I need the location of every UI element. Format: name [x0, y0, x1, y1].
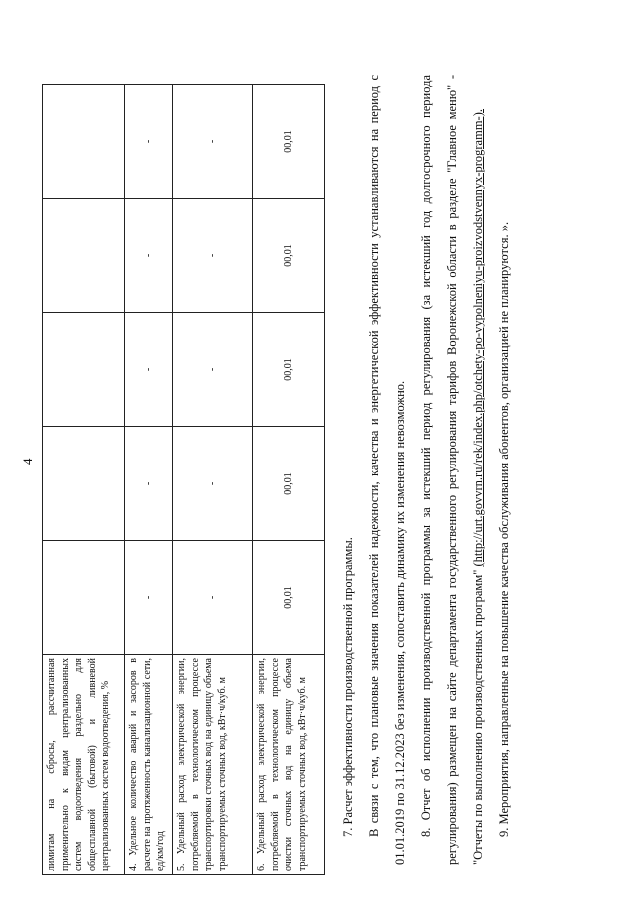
row-value: - [125, 199, 173, 313]
row-value: 00,01 [253, 85, 325, 199]
row-value: - [173, 541, 253, 655]
body-text [335, 75, 517, 865]
row-name: лимитам на сбросы, рассчитанная применительно к видам централизованных систем водоотведения раздельно для общесплавной (бытовой) и ливневой централизованных систем водоотведения, % [43, 655, 125, 875]
row-value: 00,01 [253, 313, 325, 427]
row-value: 00,01 [253, 427, 325, 541]
row-value: 00,01 [253, 199, 325, 313]
row-value: - [173, 313, 253, 427]
row-value: - [125, 541, 173, 655]
row-value: - [125, 313, 173, 427]
row-name: 6. Удельный расход электрической энергии, потребляемой в технологическом процессе очистки сточных вод на единицу объема транспортируемых сточных вод, кВт·ч/куб. м [253, 655, 325, 875]
row-value: - [173, 85, 253, 199]
section-8-text [413, 75, 491, 865]
row-value: - [173, 199, 253, 313]
row-value: - [125, 427, 173, 541]
row-value [43, 427, 125, 541]
row-value [43, 313, 125, 427]
row-value [43, 85, 125, 199]
row-name: 5. Удельный расход электрической энергии, потребляемой в технологическом процессе транспортировки сточных вод на единицу объема транспортируемых сточных вод, кВт·ч/куб. м [173, 655, 253, 875]
row-name: 4. Удельное количество аварий и засоров в расчете на протяженность канализационной сети, ед/км/год [125, 655, 173, 875]
table-row [253, 85, 325, 875]
row-value: - [173, 427, 253, 541]
row-value [43, 541, 125, 655]
indicators-table [42, 84, 325, 875]
section-9-text: 9. Мероприятия, направленные на повышение качества обслуживания абонентов, организацией не планируются. ». [497, 221, 511, 837]
row-value: - [125, 85, 173, 199]
row-value [43, 199, 125, 313]
row-value: 00,01 [253, 541, 325, 655]
report-link[interactable]: (http://urt.govvrn.ru/rek/index.php/otchety-po-vypolneniyu-proizvodstvennyx-programm-). [471, 108, 485, 567]
page-number: 4 [20, 458, 35, 465]
table-row [43, 85, 125, 875]
table-row [125, 85, 173, 875]
section-7-text: В связи с тем, что плановые значения показателей надежности, качества и энергетической эффективности устанавливаются на период с 01.01.2019 по 31.12.2023 без изменения, сопоставить динамику их изменения невозможно. [367, 75, 407, 865]
section-7-title: 7. Расчет эффективности производственной программы. [341, 537, 355, 837]
table-row [173, 85, 253, 875]
section-8-body: 8. Отчет об исполнении производственной программы за истекший период регулирования (за истекший год долгосрочного периода регулирования) размещен на сайте департамента государственного регулирования тарифов Воронежской области в разделе "Главное меню" - "Отчеты по выполнению производственных программ" [419, 75, 485, 865]
